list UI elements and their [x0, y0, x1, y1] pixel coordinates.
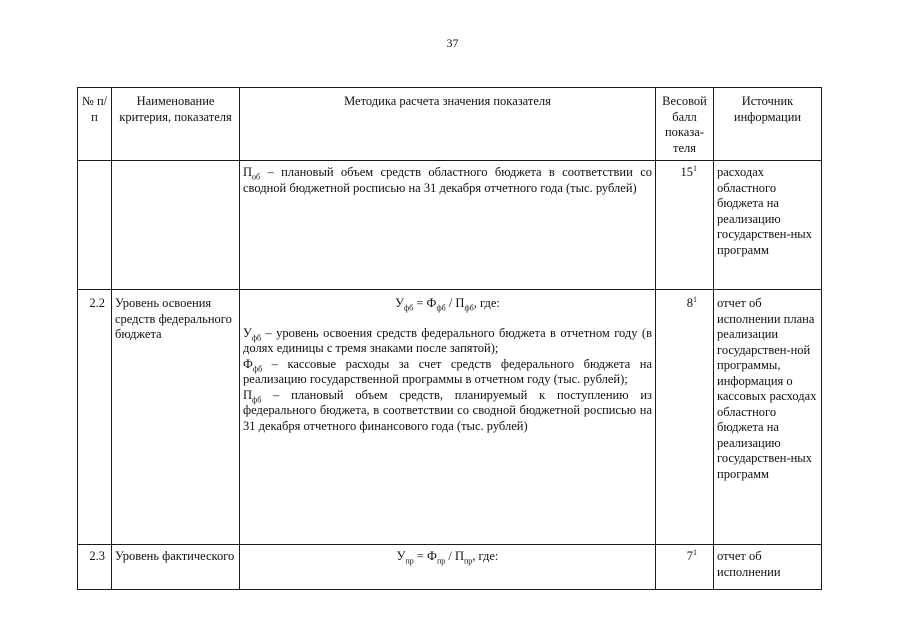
cell-source: расходах областного бюджета на реализацию государствен-ных программ [714, 161, 822, 290]
cell-name [112, 161, 240, 290]
table-row [78, 545, 822, 590]
cell-method [240, 290, 656, 545]
cell-source: отчет об исполнении плана реализации государствен-ной программы, информация о кассовых расходах областного бюджета на реализацию государствен-ных программ [714, 290, 822, 545]
table-row [78, 290, 822, 545]
cell-source: отчет об исполнении [714, 545, 822, 590]
header-num: № п/п [78, 88, 112, 161]
header-source: Источник информации [714, 88, 822, 161]
cell-weight: $7^1$ [656, 545, 714, 590]
definition-text: $Ф_{фб}$ – кассовые расходы за счет средств федерального бюджета на реализацию государственной программы в отчетном году (тыс. рублей); [243, 356, 652, 386]
header-name: Наименование критерия, показателя [112, 88, 240, 161]
header-method: Методика расчета значения показателя [240, 88, 656, 161]
definition-text: $П_{фб}$ – плановый объем средств, планируемый к поступлению из федерального бюджета, в соответствии со сводной бюджетной росписью на 31 декабря отчетного финансового года (тыс. рублей) [243, 387, 652, 433]
page-number: 37 [446, 36, 459, 50]
formula: $У_{пр} = Ф_{пр} / П_{пр}$, где: [396, 549, 499, 566]
formula: $У_{фб} = Ф_{фб} / П_{фб}$, где: [395, 296, 500, 313]
table-header-row [78, 88, 822, 161]
cell-num: 2.2 [78, 290, 112, 545]
cell-weight: $8^1$ [656, 290, 714, 545]
cell-name: Уровень фактического [112, 545, 240, 590]
cell-method [240, 161, 656, 290]
criteria-table [77, 87, 822, 590]
definition-text: $П_{об}$ – плановый объем средств областного бюджета в соответствии со сводной бюджетной росписью на 31 декабря отчетного года (тыс. рублей) [243, 165, 652, 195]
table-row [78, 161, 822, 290]
cell-method [240, 545, 656, 590]
definition-text: $У_{фб}$ – уровень освоения средств федерального бюджета в отчетном году (в долях единицы с тремя знаками после запятой); [243, 325, 652, 355]
cell-weight: $15^1$ [656, 161, 714, 290]
cell-name: Уровень освоения средств федерального бюджета [112, 290, 240, 545]
header-weight: Весовой балл показа-теля [656, 88, 714, 161]
cell-num [78, 161, 112, 290]
cell-num: 2.3 [78, 545, 112, 590]
